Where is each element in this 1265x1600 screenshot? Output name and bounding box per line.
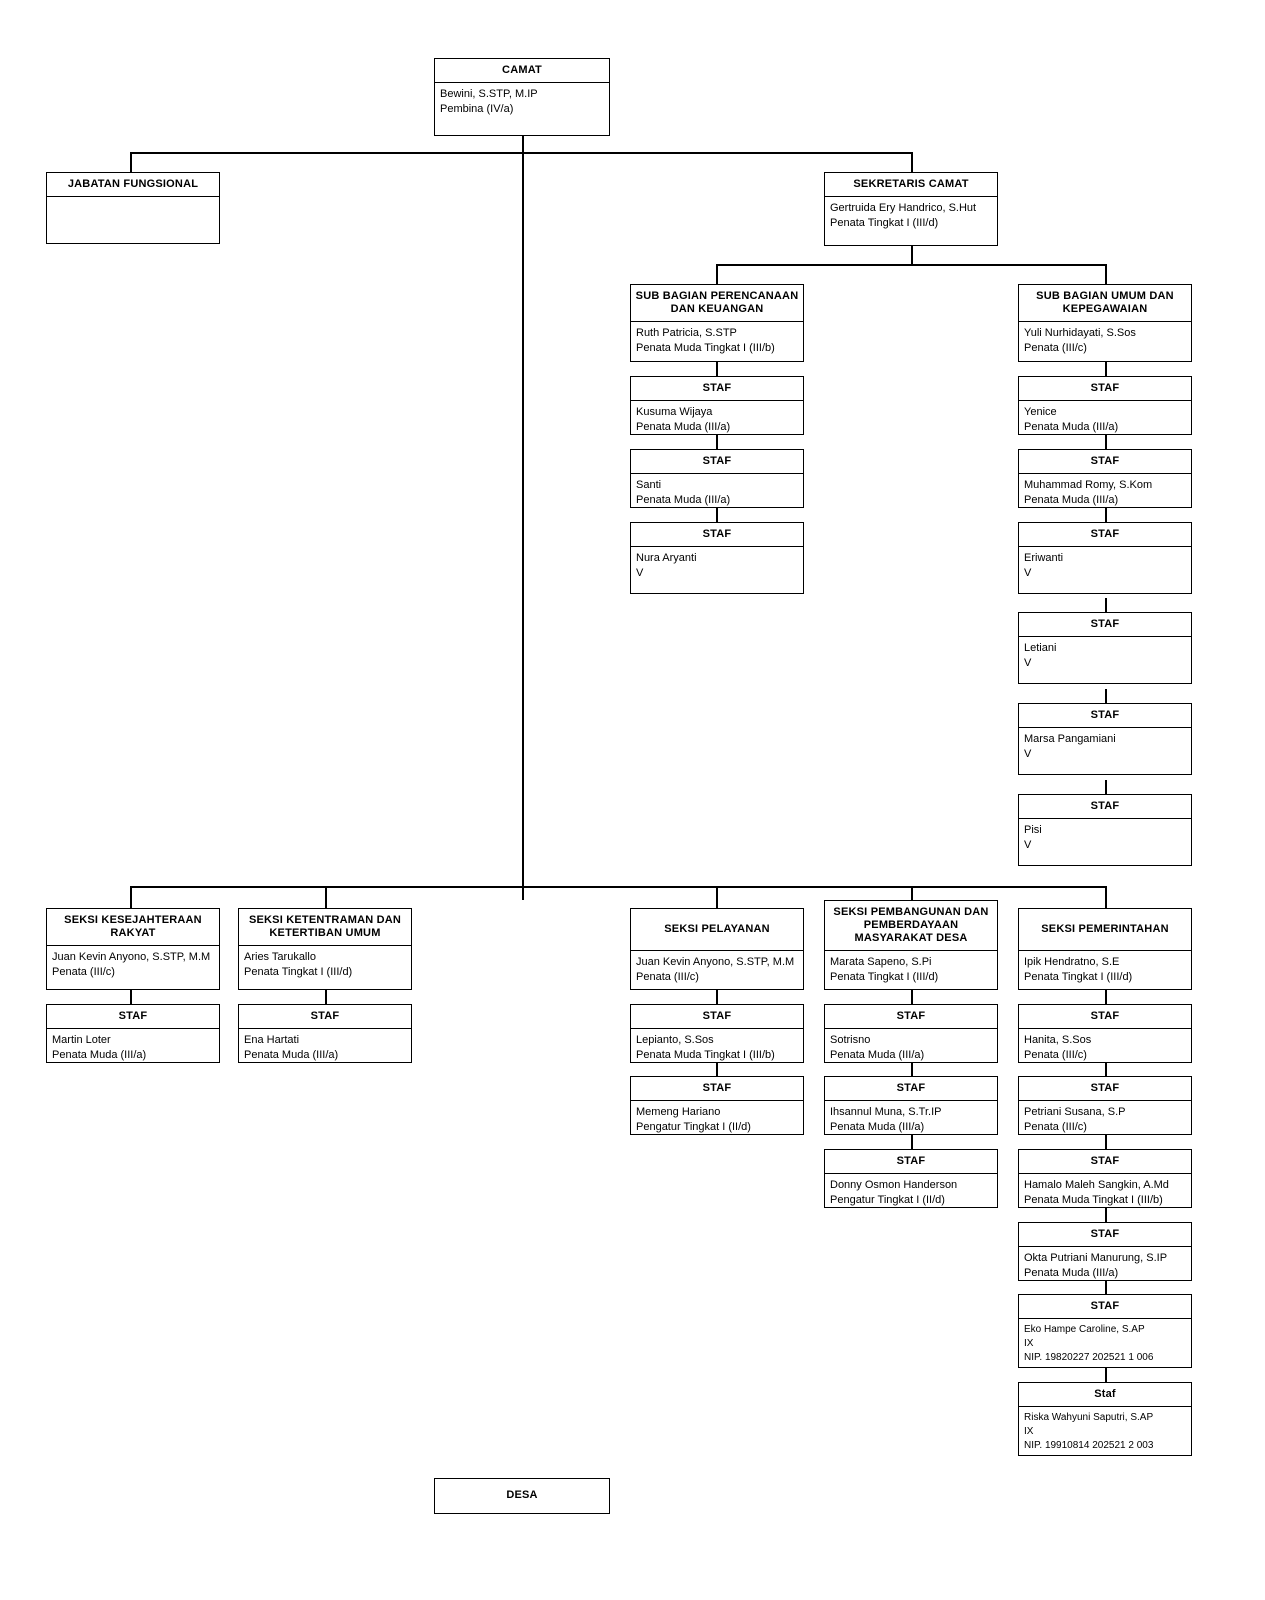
node-seksi-pemerintahan-staf3-line-2: Penata Muda Tingkat I (III/b) <box>1024 1194 1163 1206</box>
node-seksi-pelayanan-line-2: Penata (III/c) <box>636 971 699 983</box>
node-subbag-perencanaan-staf3-line-1: Nura Aryanti <box>636 552 697 564</box>
node-seksi-pemerintahan-staf5-body <box>1019 1319 1191 1369</box>
node-sekretaris-camat-body <box>825 197 997 235</box>
node-camat-line-1: Bewini, S.STP, M.IP <box>440 88 538 100</box>
node-subbag-umum-staf1-header: STAF <box>1019 377 1191 401</box>
node-seksi-pembangunan-staf1-body <box>825 1029 997 1067</box>
node-subbag-umum-staf5[interactable] <box>1018 703 1192 775</box>
node-seksi-pemerintahan-staf1[interactable] <box>1018 1004 1192 1063</box>
node-jabatan-fungsional-header: JABATAN FUNGSIONAL <box>47 173 219 197</box>
node-seksi-pembangunan-body <box>825 951 997 989</box>
node-seksi-pemerintahan-staf3[interactable] <box>1018 1149 1192 1208</box>
node-seksi-pelayanan-staf1-body <box>631 1029 803 1067</box>
node-subbag-perencanaan-staf1-header: STAF <box>631 377 803 401</box>
node-seksi-pemerintahan-line-1: Ipik Hendratno, S.E <box>1024 956 1120 968</box>
node-subbag-perencanaan-body <box>631 322 803 360</box>
connector-umum-s6 <box>1105 780 1107 794</box>
connector-to-ketentraman <box>325 886 327 908</box>
node-seksi-pelayanan-line-1: Juan Kevin Anyono, S.STP, M.M <box>636 956 795 968</box>
connector-to-jabatan <box>130 152 132 172</box>
node-seksi-pemerintahan[interactable] <box>1018 908 1192 990</box>
node-seksi-ketentraman-line-1: Aries Tarukallo <box>244 951 316 963</box>
node-seksi-pelayanan-staf1-line-1: Lepianto, S.Sos <box>636 1034 714 1046</box>
node-seksi-pelayanan-staf2[interactable] <box>630 1076 804 1135</box>
node-subbag-perencanaan-header: SUB BAGIAN PERENCANAAN DAN KEUANGAN <box>631 285 803 322</box>
node-subbag-perencanaan-staf3-line-2: V <box>636 567 644 579</box>
connector-kesejahteraan-s1 <box>130 990 132 1004</box>
node-sekretaris-camat-header: SEKRETARIS CAMAT <box>825 173 997 197</box>
node-camat-line-2: Pembina (IV/a) <box>440 103 514 115</box>
node-subbag-umum-staf6-body <box>1019 819 1191 857</box>
connector-umum-s1 <box>1105 362 1107 376</box>
node-subbag-perencanaan-staf1-line-2: Penata Muda (III/a) <box>636 421 731 433</box>
node-seksi-pembangunan-staf3-line-2: Pengatur Tingkat I (II/d) <box>830 1194 945 1206</box>
node-subbag-perencanaan-staf1-line-1: Kusuma Wijaya <box>636 406 713 418</box>
node-jabatan-fungsional-body <box>47 197 219 220</box>
node-seksi-pelayanan-staf1-header: STAF <box>631 1005 803 1029</box>
node-subbag-umum-staf2-header: STAF <box>1019 450 1191 474</box>
connector-to-subbag-perencanaan <box>716 264 718 284</box>
node-seksi-pembangunan-staf1-line-1: Sotrisno <box>830 1034 871 1046</box>
node-subbag-umum-staf1-body <box>1019 401 1191 439</box>
node-seksi-kesejahteraan-staf1-line-2: Penata Muda (III/a) <box>52 1049 147 1061</box>
node-seksi-pembangunan-staf1-line-2: Penata Muda (III/a) <box>830 1049 925 1061</box>
connector-umum-s4 <box>1105 598 1107 612</box>
node-seksi-kesejahteraan-header: SEKSI KESEJAHTERAAN RAKYAT <box>47 909 219 946</box>
connector-to-pelayanan <box>716 886 718 908</box>
node-seksi-pemerintahan-staf5-line-2: IX <box>1024 1338 1034 1349</box>
node-seksi-ketentraman-staf1-header: STAF <box>239 1005 411 1029</box>
node-seksi-pemerintahan-staf4-line-1: Okta Putriani Manurung, S.IP <box>1024 1252 1168 1264</box>
node-seksi-pembangunan-staf3-line-1: Donny Osmon Handerson <box>830 1179 958 1191</box>
node-camat-body <box>435 83 609 121</box>
node-subbag-umum-staf1-line-1: Yenice <box>1024 406 1057 418</box>
node-seksi-kesejahteraan-staf1-line-1: Martin Loter <box>52 1034 111 1046</box>
node-seksi-pelayanan-staf1[interactable] <box>630 1004 804 1063</box>
node-seksi-kesejahteraan-body <box>47 946 219 984</box>
node-seksi-pelayanan-staf2-line-2: Pengatur Tingkat I (II/d) <box>636 1121 751 1133</box>
node-subbag-umum-staf3-body <box>1019 547 1191 585</box>
node-jabatan-fungsional[interactable] <box>46 172 220 244</box>
node-seksi-pembangunan-staf2-line-2: Penata Muda (III/a) <box>830 1121 925 1133</box>
node-subbag-perencanaan-staf2-line-2: Penata Muda (III/a) <box>636 494 731 506</box>
node-subbag-umum-staf4-header: STAF <box>1019 613 1191 637</box>
node-seksi-pemerintahan-staf3-header: STAF <box>1019 1150 1191 1174</box>
node-subbag-umum-line-1: Yuli Nurhidayati, S.Sos <box>1024 327 1136 339</box>
node-subbag-umum-staf1-line-2: Penata Muda (III/a) <box>1024 421 1119 433</box>
node-seksi-ketentraman-staf1-body <box>239 1029 411 1067</box>
node-seksi-pembangunan-staf1[interactable] <box>824 1004 998 1063</box>
connector-seksi-bar-right <box>522 886 1106 888</box>
node-seksi-pembangunan-staf3[interactable] <box>824 1149 998 1208</box>
connector-pelayanan-s1 <box>716 990 718 1004</box>
connector-ketentraman-s1 <box>325 990 327 1004</box>
connector-perencanaan-s1 <box>716 362 718 376</box>
node-seksi-pembangunan-header: SEKSI PEMBANGUNAN DAN PEMBERDAYAAN MASYARAKAT DESA <box>825 901 997 951</box>
node-seksi-ketentraman-staf1-line-2: Penata Muda (III/a) <box>244 1049 339 1061</box>
node-subbag-umum-staf5-body <box>1019 728 1191 766</box>
node-seksi-pemerintahan-staf2-line-1: Petriani Susana, S.P <box>1024 1106 1126 1118</box>
node-subbag-umum-staf6[interactable] <box>1018 794 1192 866</box>
node-seksi-pemerintahan-staf5-line-1: Eko Hampe Caroline, S.AP <box>1024 1324 1145 1335</box>
node-subbag-umum-staf5-line-1: Marsa Pangamiani <box>1024 733 1116 745</box>
connector-to-pemerintahan <box>1105 886 1107 908</box>
node-sekretaris-camat[interactable] <box>824 172 998 246</box>
node-sekretaris-camat-line-2: Penata Tingkat I (III/d) <box>830 217 939 229</box>
node-subbag-perencanaan-line-2: Penata Muda Tingkat I (III/b) <box>636 342 775 354</box>
node-seksi-kesejahteraan[interactable] <box>46 908 220 990</box>
node-seksi-ketentraman[interactable] <box>238 908 412 990</box>
node-seksi-kesejahteraan-staf1[interactable] <box>46 1004 220 1063</box>
node-seksi-kesejahteraan-line-2: Penata (III/c) <box>52 966 115 978</box>
node-subbag-umum-staf6-header: STAF <box>1019 795 1191 819</box>
node-seksi-pemerintahan-staf1-line-1: Hanita, S.Sos <box>1024 1034 1092 1046</box>
node-subbag-umum-staf5-line-2: V <box>1024 748 1032 760</box>
node-seksi-pemerintahan-staf1-line-2: Penata (III/c) <box>1024 1049 1087 1061</box>
connector-to-sekretaris <box>911 152 913 172</box>
node-subbag-umum-staf2[interactable] <box>1018 449 1192 508</box>
node-seksi-pemerintahan-staf1-header: STAF <box>1019 1005 1191 1029</box>
node-seksi-pemerintahan-staf6-body <box>1019 1407 1191 1457</box>
node-seksi-pembangunan-staf2-line-1: Ihsannul Muna, S.Tr.IP <box>830 1106 942 1118</box>
node-subbag-umum-staf2-line-1: Muhammad Romy, S.Kom <box>1024 479 1153 491</box>
node-seksi-kesejahteraan-staf1-body <box>47 1029 219 1067</box>
node-seksi-pemerintahan-staf6[interactable] <box>1018 1382 1192 1456</box>
connector-pemerintahan-s6 <box>1105 1368 1107 1382</box>
node-seksi-pemerintahan-staf4[interactable] <box>1018 1222 1192 1281</box>
node-subbag-umum-staf3-line-2: V <box>1024 567 1032 579</box>
node-subbag-perencanaan-line-1: Ruth Patricia, S.STP <box>636 327 737 339</box>
node-seksi-pemerintahan-staf6-line-2: IX <box>1024 1426 1034 1437</box>
node-subbag-perencanaan-staf2-line-1: Santi <box>636 479 662 491</box>
node-seksi-pemerintahan-staf6-header: Staf <box>1019 1383 1191 1407</box>
node-seksi-pembangunan-staf3-header: STAF <box>825 1150 997 1174</box>
node-seksi-pemerintahan-staf4-body <box>1019 1247 1191 1285</box>
node-seksi-pemerintahan-staf5-line-3: NIP. 19820227 202521 1 006 <box>1024 1352 1154 1363</box>
node-seksi-pembangunan-staf1-header: STAF <box>825 1005 997 1029</box>
node-seksi-pemerintahan-staf2[interactable] <box>1018 1076 1192 1135</box>
connector-pembangunan-s1 <box>911 990 913 1004</box>
node-subbag-umum-line-2: Penata (III/c) <box>1024 342 1087 354</box>
node-seksi-pemerintahan-line-2: Penata Tingkat I (III/d) <box>1024 971 1133 983</box>
node-camat[interactable] <box>434 58 610 136</box>
node-seksi-pelayanan-staf1-line-2: Penata Muda Tingkat I (III/b) <box>636 1049 775 1061</box>
node-seksi-pelayanan-staf2-line-1: Memeng Hariano <box>636 1106 721 1118</box>
node-sekretaris-camat-line-1: Gertruida Ery Handrico, S.Hut <box>830 202 977 214</box>
node-subbag-umum-staf2-body <box>1019 474 1191 512</box>
node-subbag-umum-staf4-line-1: Letiani <box>1024 642 1057 654</box>
node-subbag-perencanaan-staf2-body <box>631 474 803 512</box>
node-subbag-umum-staf6-line-2: V <box>1024 839 1032 851</box>
connector-to-subbag-umum <box>1105 264 1107 284</box>
node-seksi-pemerintahan-staf2-body <box>1019 1101 1191 1139</box>
node-subbag-perencanaan-staf1-body <box>631 401 803 439</box>
node-seksi-pelayanan-header: SEKSI PELAYANAN <box>631 909 803 951</box>
node-seksi-pembangunan-staf3-body <box>825 1174 997 1212</box>
node-subbag-umum-staf1[interactable] <box>1018 376 1192 435</box>
node-jabatan-fungsional-line-1 <box>52 201 214 216</box>
node-seksi-pemerintahan-header: SEKSI PEMERINTAHAN <box>1019 909 1191 951</box>
node-subbag-umum-staf4[interactable] <box>1018 612 1192 684</box>
node-subbag-umum-staf4-line-2: V <box>1024 657 1032 669</box>
node-camat-header: CAMAT <box>435 59 609 83</box>
node-seksi-pelayanan-staf2-header: STAF <box>631 1077 803 1101</box>
node-seksi-pemerintahan-staf4-line-2: Penata Muda (III/a) <box>1024 1267 1119 1279</box>
node-desa[interactable] <box>434 1478 610 1514</box>
node-seksi-pemerintahan-staf5[interactable] <box>1018 1294 1192 1368</box>
connector-camat-bar <box>130 152 912 154</box>
node-seksi-pembangunan-staf2-header: STAF <box>825 1077 997 1101</box>
node-subbag-perencanaan-staf2[interactable] <box>630 449 804 508</box>
connector-to-kesejahteraan <box>130 886 132 908</box>
node-seksi-ketentraman-header: SEKSI KETENTRAMAN DAN KETERTIBAN UMUM <box>239 909 411 946</box>
node-subbag-umum-staf6-line-1: Pisi <box>1024 824 1042 836</box>
connector-sekretaris-down <box>911 246 913 264</box>
node-subbag-umum-staf2-line-2: Penata Muda (III/a) <box>1024 494 1119 506</box>
connector-pemerintahan-s1 <box>1105 990 1107 1004</box>
node-seksi-pelayanan-staf2-body <box>631 1101 803 1139</box>
node-subbag-perencanaan[interactable] <box>630 284 804 362</box>
node-seksi-ketentraman-body <box>239 946 411 984</box>
node-subbag-perencanaan-staf3-body <box>631 547 803 585</box>
node-seksi-ketentraman-line-2: Penata Tingkat I (III/d) <box>244 966 353 978</box>
node-seksi-pemerintahan-body <box>1019 951 1191 989</box>
node-subbag-perencanaan-staf3-header: STAF <box>631 523 803 547</box>
node-subbag-umum-staf4-body <box>1019 637 1191 675</box>
node-seksi-kesejahteraan-line-1: Juan Kevin Anyono, S.STP, M.M <box>52 951 211 963</box>
node-subbag-perencanaan-staf3[interactable] <box>630 522 804 594</box>
node-seksi-pembangunan[interactable] <box>824 900 998 990</box>
node-subbag-umum[interactable] <box>1018 284 1192 362</box>
connector-camat-down <box>522 136 524 900</box>
node-subbag-perencanaan-staf1[interactable] <box>630 376 804 435</box>
node-desa-header: DESA <box>506 1489 538 1501</box>
node-subbag-umum-staf3-header: STAF <box>1019 523 1191 547</box>
node-seksi-pemerintahan-staf6-line-3: NIP. 19910814 202521 2 003 <box>1024 1440 1154 1451</box>
node-subbag-umum-staf3[interactable] <box>1018 522 1192 594</box>
node-seksi-pemerintahan-staf1-body <box>1019 1029 1191 1067</box>
node-subbag-umum-body <box>1019 322 1191 360</box>
node-seksi-pemerintahan-staf2-header: STAF <box>1019 1077 1191 1101</box>
node-seksi-pemerintahan-staf4-header: STAF <box>1019 1223 1191 1247</box>
node-seksi-pemerintahan-staf5-header: STAF <box>1019 1295 1191 1319</box>
node-seksi-pelayanan-body <box>631 951 803 989</box>
node-seksi-pemerintahan-staf2-line-2: Penata (III/c) <box>1024 1121 1087 1133</box>
node-subbag-umum-header: SUB BAGIAN UMUM DAN KEPEGAWAIAN <box>1019 285 1191 322</box>
node-seksi-pembangunan-line-2: Penata Tingkat I (III/d) <box>830 971 939 983</box>
node-subbag-umum-staf3-line-1: Eriwanti <box>1024 552 1064 564</box>
node-seksi-ketentraman-staf1[interactable] <box>238 1004 412 1063</box>
node-seksi-pemerintahan-staf6-line-1: Riska Wahyuni Saputri, S.AP <box>1024 1412 1154 1423</box>
node-seksi-pemerintahan-staf3-body <box>1019 1174 1191 1212</box>
node-seksi-pembangunan-line-1: Marata Sapeno, S.Pi <box>830 956 932 968</box>
node-seksi-pembangunan-staf2[interactable] <box>824 1076 998 1135</box>
node-seksi-pemerintahan-staf3-line-1: Hamalo Maleh Sangkin, A.Md <box>1024 1179 1169 1191</box>
node-seksi-pembangunan-staf2-body <box>825 1101 997 1139</box>
node-seksi-pelayanan[interactable] <box>630 908 804 990</box>
node-seksi-kesejahteraan-staf1-header: STAF <box>47 1005 219 1029</box>
node-seksi-ketentraman-staf1-line-1: Ena Hartati <box>244 1034 300 1046</box>
connector-umum-s5 <box>1105 689 1107 703</box>
connector-sekretaris-bar <box>716 264 1106 266</box>
node-subbag-umum-staf5-header: STAF <box>1019 704 1191 728</box>
node-subbag-perencanaan-staf2-header: STAF <box>631 450 803 474</box>
